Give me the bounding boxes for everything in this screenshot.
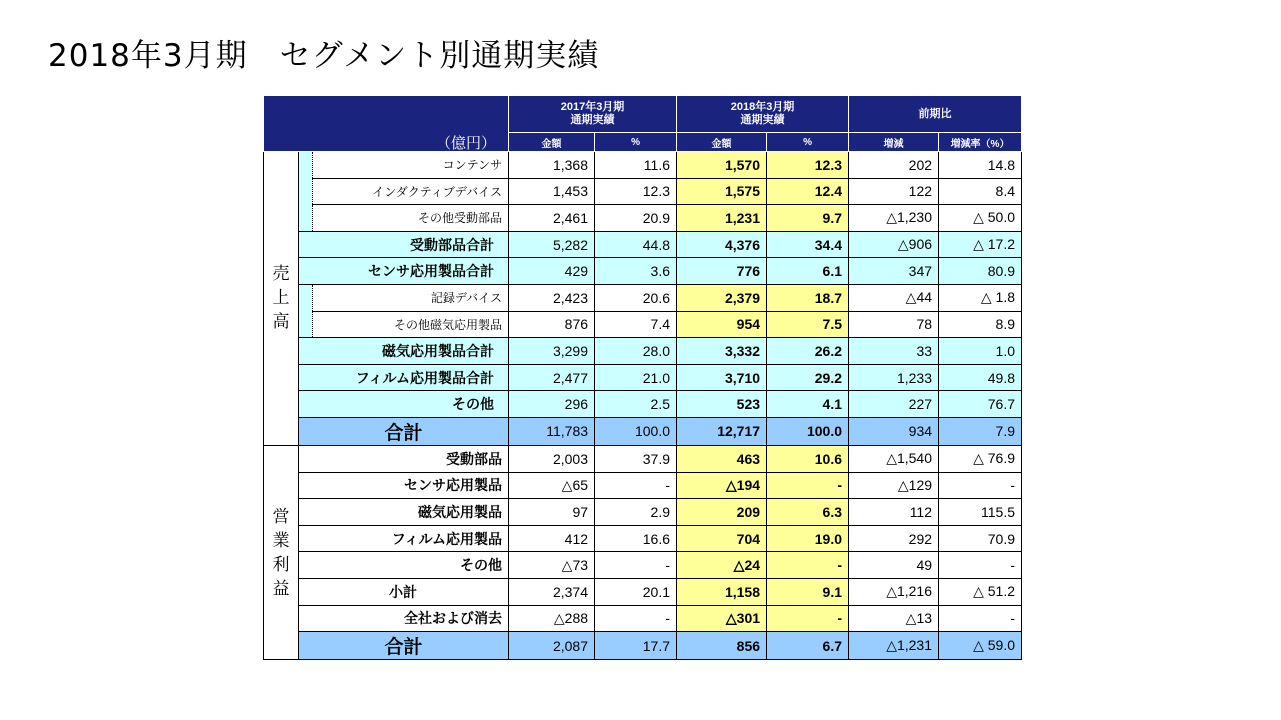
cell: 934 <box>849 417 939 445</box>
section-sales-label <box>264 152 299 446</box>
cell: 70.9 <box>939 525 1022 552</box>
row-label: 小計 <box>299 578 509 605</box>
cell: △13 <box>849 605 939 632</box>
cell: 11,783 <box>509 417 595 445</box>
cell: 76.7 <box>939 391 1022 418</box>
cell: 12,717 <box>677 417 767 445</box>
period-2018-label: 2018年3月期 <box>730 101 795 113</box>
row-label: その他磁気応用製品 <box>313 311 509 338</box>
cell: 4,376 <box>677 231 767 258</box>
comparison-header: 前期比 <box>849 96 1022 133</box>
cell: △1,231 <box>849 632 939 660</box>
table-row <box>264 499 1022 526</box>
cell: △ 76.9 <box>939 445 1022 472</box>
cell: 20.1 <box>595 578 677 605</box>
row-label: インダクティブデバイス <box>313 178 509 205</box>
row-label: 記録デバイス <box>313 284 509 311</box>
cell: 1,570 <box>677 152 767 179</box>
cell: 7.5 <box>767 311 849 338</box>
row-label: その他 <box>299 391 509 418</box>
cell: 8.4 <box>939 178 1022 205</box>
cell: - <box>939 605 1022 632</box>
cell: △ 59.0 <box>939 632 1022 660</box>
table-row <box>264 472 1022 499</box>
cell: 3,299 <box>509 338 595 365</box>
segment-results-table <box>263 95 1022 660</box>
row-label: フィルム応用製品合計 <box>299 364 509 391</box>
cell: 16.6 <box>595 525 677 552</box>
col-amount-2017: 金額 <box>509 133 595 152</box>
cell: 3,710 <box>677 364 767 391</box>
cell: 704 <box>677 525 767 552</box>
cell: 33 <box>849 338 939 365</box>
cell: 26.2 <box>767 338 849 365</box>
cell: △1,216 <box>849 578 939 605</box>
cell: 14.8 <box>939 152 1022 179</box>
cell: 18.7 <box>767 284 849 311</box>
col-amount-2018: 金額 <box>677 133 767 152</box>
table-row <box>264 605 1022 632</box>
cell: 11.6 <box>595 152 677 179</box>
row-label: コンテンサ <box>313 152 509 179</box>
col-pct-2017: % <box>595 133 677 152</box>
cell: △ 17.2 <box>939 231 1022 258</box>
cell: △ 50.0 <box>939 205 1022 232</box>
period-2018-sublabel: 通期実績 <box>740 114 785 126</box>
cell: △288 <box>509 605 595 632</box>
cell: 2.5 <box>595 391 677 418</box>
cell: 776 <box>677 258 767 285</box>
table-row <box>264 205 1022 232</box>
cell: 2,374 <box>509 578 595 605</box>
cell: △1,540 <box>849 445 939 472</box>
cell: - <box>767 552 849 579</box>
cell: △73 <box>509 552 595 579</box>
period-2018-header <box>677 96 849 133</box>
cell: △ 51.2 <box>939 578 1022 605</box>
cell: 2,379 <box>677 284 767 311</box>
period-2017-label: 2017年3月期 <box>560 101 625 113</box>
cell: 21.0 <box>595 364 677 391</box>
cell: 1,453 <box>509 178 595 205</box>
cell: 296 <box>509 391 595 418</box>
cell: - <box>595 472 677 499</box>
sales-label-text: 売上高 <box>272 264 290 332</box>
cell: - <box>595 605 677 632</box>
cell: 3,332 <box>677 338 767 365</box>
cell: 49.8 <box>939 364 1022 391</box>
page-title: 2018年3月期 セグメント別通期実績 <box>48 38 600 74</box>
cell: 2.9 <box>595 499 677 526</box>
cell: - <box>939 472 1022 499</box>
cell: 1,231 <box>677 205 767 232</box>
cell: 2,477 <box>509 364 595 391</box>
cell: △301 <box>677 605 767 632</box>
cell: 6.7 <box>767 632 849 660</box>
row-label: センサ応用製品 <box>299 472 509 499</box>
cell: 97 <box>509 499 595 526</box>
table-row <box>264 152 1022 179</box>
cell: 292 <box>849 525 939 552</box>
cell: 78 <box>849 311 939 338</box>
cell: 17.7 <box>595 632 677 660</box>
row-label: 受動部品合計 <box>299 231 509 258</box>
cell: 856 <box>677 632 767 660</box>
cell: 7.9 <box>939 417 1022 445</box>
cell: 37.9 <box>595 445 677 472</box>
cell: △1,230 <box>849 205 939 232</box>
unit-label: （億円） <box>436 135 497 152</box>
cell: 2,423 <box>509 284 595 311</box>
cell: 49 <box>849 552 939 579</box>
cell: 4.1 <box>767 391 849 418</box>
cell: △194 <box>677 472 767 499</box>
col-change: 増減 <box>849 133 939 152</box>
cell: 19.0 <box>767 525 849 552</box>
table-row <box>264 178 1022 205</box>
row-label: その他受動部品 <box>313 205 509 232</box>
cell: 1.0 <box>939 338 1022 365</box>
cell: 122 <box>849 178 939 205</box>
row-label: 全社および消去 <box>299 605 509 632</box>
row-label: フィルム応用製品 <box>299 525 509 552</box>
cell: 347 <box>849 258 939 285</box>
cell: 20.9 <box>595 205 677 232</box>
cell: 1,575 <box>677 178 767 205</box>
cell: 1,368 <box>509 152 595 179</box>
period-2017-header <box>509 96 677 133</box>
cell: 9.7 <box>767 205 849 232</box>
cell: - <box>939 552 1022 579</box>
table-row <box>264 231 1022 258</box>
cell: 20.6 <box>595 284 677 311</box>
cell: 6.3 <box>767 499 849 526</box>
cell: 523 <box>677 391 767 418</box>
table-row <box>264 445 1022 472</box>
unit-header-cell <box>264 96 509 152</box>
cell: 429 <box>509 258 595 285</box>
cell: 10.6 <box>767 445 849 472</box>
table-row <box>264 364 1022 391</box>
cell: 2,087 <box>509 632 595 660</box>
cell: 202 <box>849 152 939 179</box>
cell: 28.0 <box>595 338 677 365</box>
cell: 7.4 <box>595 311 677 338</box>
cell: 9.1 <box>767 578 849 605</box>
cell: △65 <box>509 472 595 499</box>
cell: 463 <box>677 445 767 472</box>
period-2017-sublabel: 通期実績 <box>570 114 615 126</box>
cell: 100.0 <box>595 417 677 445</box>
cell: 80.9 <box>939 258 1022 285</box>
row-label: 合計 <box>299 632 509 660</box>
cell: 12.4 <box>767 178 849 205</box>
cell: - <box>767 605 849 632</box>
table-row <box>264 391 1022 418</box>
row-label: センサ応用製品合計 <box>299 258 509 285</box>
cell: 209 <box>677 499 767 526</box>
table-row <box>264 417 1022 445</box>
table-row <box>264 338 1022 365</box>
cell: 115.5 <box>939 499 1022 526</box>
cell: - <box>595 552 677 579</box>
section-op-label <box>264 445 299 659</box>
cell: 100.0 <box>767 417 849 445</box>
row-label: 受動部品 <box>299 445 509 472</box>
cell: △24 <box>677 552 767 579</box>
cell: 29.2 <box>767 364 849 391</box>
table-row <box>264 258 1022 285</box>
cell: 112 <box>849 499 939 526</box>
table-row <box>264 632 1022 660</box>
cell: 876 <box>509 311 595 338</box>
table-row <box>264 578 1022 605</box>
cell: 6.1 <box>767 258 849 285</box>
cell: 1,158 <box>677 578 767 605</box>
magnetic-group-stripe <box>299 284 313 337</box>
cell: 227 <box>849 391 939 418</box>
cell: 1,233 <box>849 364 939 391</box>
table-row <box>264 552 1022 579</box>
cell: △906 <box>849 231 939 258</box>
table-row <box>264 311 1022 338</box>
op-label-text: 営業利益 <box>272 506 290 598</box>
cell: △44 <box>849 284 939 311</box>
cell: 2,003 <box>509 445 595 472</box>
cell: △ 1.8 <box>939 284 1022 311</box>
col-change-rate: 増減率（%） <box>939 133 1022 152</box>
cell: 12.3 <box>767 152 849 179</box>
table-row <box>264 525 1022 552</box>
col-pct-2018: % <box>767 133 849 152</box>
cell: 34.4 <box>767 231 849 258</box>
cell: △129 <box>849 472 939 499</box>
row-label: 合計 <box>299 417 509 445</box>
passive-group-stripe <box>299 152 313 232</box>
cell: 44.8 <box>595 231 677 258</box>
row-label: 磁気応用製品 <box>299 499 509 526</box>
cell: 5,282 <box>509 231 595 258</box>
cell: - <box>767 472 849 499</box>
cell: 8.9 <box>939 311 1022 338</box>
row-label: その他 <box>299 552 509 579</box>
cell: 3.6 <box>595 258 677 285</box>
cell: 2,461 <box>509 205 595 232</box>
cell: 412 <box>509 525 595 552</box>
cell: 954 <box>677 311 767 338</box>
row-label: 磁気応用製品合計 <box>299 338 509 365</box>
cell: 12.3 <box>595 178 677 205</box>
table-row <box>264 284 1022 311</box>
